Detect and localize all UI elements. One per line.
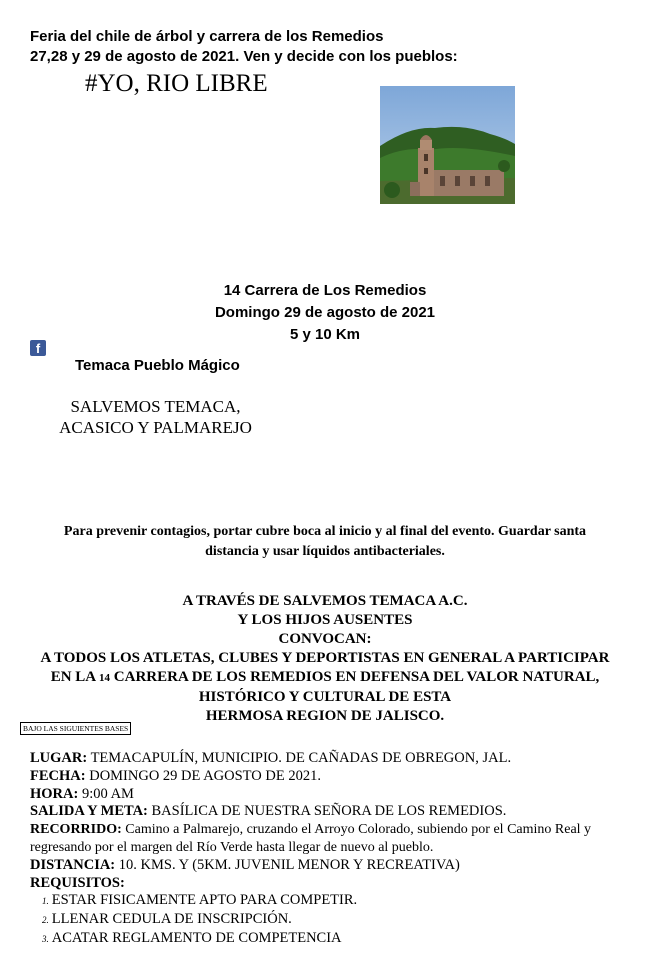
race-title: 14 Carrera de Los Remedios [223,282,427,299]
convocatoria-line6: HISTÓRICO Y CULTURAL DE ESTA [198,689,452,705]
convocatoria-line2: Y LOS HIJOS AUSENTES [237,612,413,628]
basilica-photo [380,86,515,204]
notice-line1: Para prevenir contagios, portar cubre boca al inicio y al final del evento. Guardar santa [63,524,587,539]
fecha-value: DOMINGO 29 DE AGOSTO DE 2021. [85,767,321,784]
convocatoria-line5-start: EN LA [50,669,100,685]
requisito-item [30,892,630,911]
detail-hora [30,786,630,804]
facebook-icon[interactable]: f [30,340,46,356]
requisito-item [30,930,630,949]
requisitos-label: REQUISITOS: [30,874,125,891]
recorrido-label: RECORRIDO: [30,822,122,838]
detail-fecha [30,768,630,786]
convocatoria-line5-end: CARRERA DE LOS REMEDIOS EN DEFENSA DEL VALOR NATURAL, [110,669,600,685]
slogan [48,396,263,438]
race-date: Domingo 29 de agosto de 2021 [214,304,436,321]
recorrido-value: Camino a Palmarejo, cruzando el Arroyo Colorado, subiendo por el Camino Real y regresando por el margen del Río Verde hasta llegar de nuevo al pueblo. [30,822,592,855]
requisito-text: ACATAR REGLAMENTO DE COMPETENCIA [51,929,342,946]
convocatoria-line3: CONVOCAN: [278,631,372,647]
distancia-value: 10. KMS. Y (5KM. JUVENIL MENOR Y RECREATIVA) [115,856,460,873]
requisito-number: 2. [42,915,49,926]
convocatoria [20,592,630,726]
requisito-text: LLENAR CEDULA DE INSCRIPCIÓN. [51,911,292,928]
details-section [30,750,630,949]
detail-lugar [30,750,630,768]
salida-value: BASÍLICA DE NUESTRA SEÑORA DE LOS REMEDIOS. [147,803,507,820]
salida-label: SALIDA Y META: [30,803,148,820]
convocatoria-line5 [20,668,630,688]
header-title-line2: 27,28 y 29 de agosto de 2021. Ven y decide con los pueblos: [30,48,458,65]
requisito-number: 1. [42,896,49,907]
hora-value: 9:00 AM [78,785,134,802]
hashtag-title: #YO, RIO LIBRE [85,70,268,97]
detail-distancia [30,857,630,875]
health-notice [30,522,620,562]
distancia-label: DISTANCIA: [30,856,116,873]
convocatoria-line7: HERMOSA REGION DE JALISCO. [205,708,445,724]
slogan-line2: ACASICO Y PALMAREJO [59,418,252,437]
convocatoria-race-number: 14 [99,672,111,684]
lugar-value: TEMACAPULÍN, MUNICIPIO. DE CAÑADAS DE OBREGON, JAL. [87,750,512,766]
requisito-number: 3. [42,933,49,944]
hora-label: HORA: [30,785,79,802]
race-distance: 5 y 10 Km [289,326,361,343]
requisito-item [30,911,630,930]
bases-label: BAJO LAS SIGUIENTES BASES [20,722,131,735]
notice-line2: distancia y usar líquidos antibacteriales. [205,544,445,559]
detail-recorrido [30,821,630,857]
race-info [0,280,650,346]
detail-requisitos [30,875,630,893]
page-name[interactable]: Temaca Pueblo Mágico [75,357,240,374]
header-title-line1: Feria del chile de árbol y carrera de los Remedios [30,28,384,45]
detail-salida [30,803,630,821]
fecha-label: FECHA: [30,767,86,784]
convocatoria-line1: A TRAVÉS DE SALVEMOS TEMACA A.C. [182,593,468,609]
lugar-label: LUGAR: [30,750,88,766]
slogan-line1: SALVEMOS TEMACA, [70,397,241,416]
convocatoria-line4: A TODOS LOS ATLETAS, CLUBES Y DEPORTISTAS EN GENERAL A PARTICIPAR [40,650,610,666]
requisito-text: ESTAR FISICAMENTE APTO PARA COMPETIR. [51,892,358,909]
